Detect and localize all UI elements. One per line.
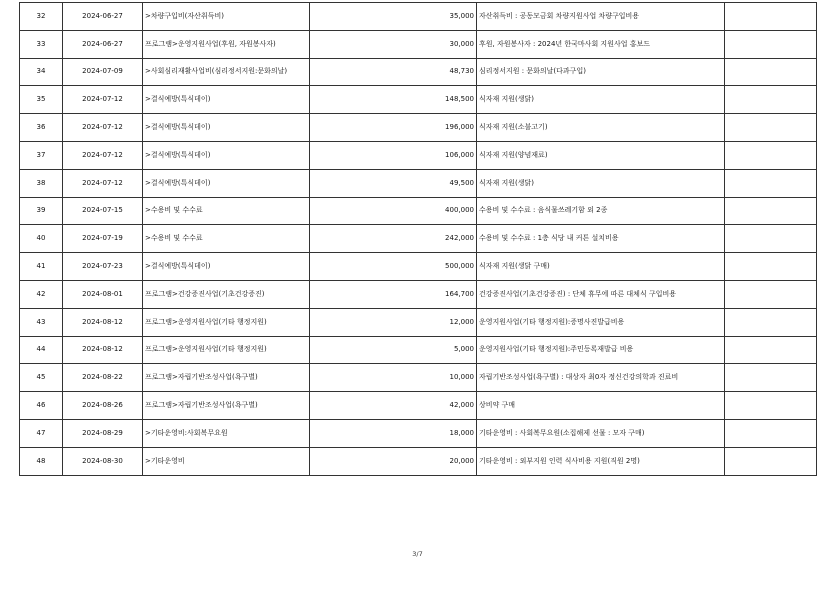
note-cell [725,30,817,58]
amount-cell: 164,700 [310,280,477,308]
row-number-cell: 43 [20,308,63,336]
row-number-cell: 35 [20,86,63,114]
expense-table-body [20,3,817,476]
amount-cell: 500,000 [310,253,477,281]
note-cell [725,3,817,31]
note-cell [725,86,817,114]
note-cell [725,419,817,447]
description-cell: 식자재 지원(생닭) [477,86,725,114]
amount-cell: 42,000 [310,392,477,420]
account-item-cell: >결식예방(특식데이) [143,169,310,197]
note-cell [725,336,817,364]
note-cell [725,141,817,169]
table-row [20,308,817,336]
row-number-cell: 32 [20,3,63,31]
amount-cell: 242,000 [310,225,477,253]
account-item-cell: 프로그램>건강증진사업(기초건강증진) [143,280,310,308]
description-cell: 운영지원사업(기타 행정지원):주민등록재발급 비용 [477,336,725,364]
account-item-cell: >수용비 및 수수료 [143,225,310,253]
description-cell: 식자재 지원(생닭 구매) [477,253,725,281]
amount-cell: 20,000 [310,447,477,475]
date-cell: 2024-07-19 [63,225,143,253]
description-cell: 식자재 지원(생닭) [477,169,725,197]
date-cell: 2024-07-12 [63,141,143,169]
row-number-cell: 42 [20,280,63,308]
date-cell: 2024-07-12 [63,169,143,197]
amount-cell: 48,730 [310,58,477,86]
date-cell: 2024-08-01 [63,280,143,308]
date-cell: 2024-06-27 [63,3,143,31]
account-item-cell: >결식예방(특식데이) [143,253,310,281]
account-item-cell: >기타운영비:사회복무요원 [143,419,310,447]
description-cell: 후원, 자원봉사자 : 2024년 한국마사회 지원사업 홍보드 [477,30,725,58]
description-cell: 자산취득비 : 공동모금회 차량지원사업 차량구입비용 [477,3,725,31]
date-cell: 2024-07-12 [63,86,143,114]
description-cell: 수용비 및 수수료 : 음식물쓰레기함 외 2종 [477,197,725,225]
date-cell: 2024-07-09 [63,58,143,86]
row-number-cell: 39 [20,197,63,225]
row-number-cell: 36 [20,114,63,142]
description-cell: 심리정서지원 : 문화의날(다과구입) [477,58,725,86]
date-cell: 2024-08-29 [63,419,143,447]
account-item-cell: >수용비 및 수수료 [143,197,310,225]
table-row [20,392,817,420]
date-cell: 2024-08-22 [63,364,143,392]
date-cell: 2024-07-23 [63,253,143,281]
date-cell: 2024-08-30 [63,447,143,475]
note-cell [725,447,817,475]
note-cell [725,58,817,86]
amount-cell: 18,000 [310,419,477,447]
note-cell [725,225,817,253]
row-number-cell: 40 [20,225,63,253]
row-number-cell: 41 [20,253,63,281]
amount-cell: 5,000 [310,336,477,364]
account-item-cell: 프로그램>운영지원사업(후원, 자원봉사자) [143,30,310,58]
table-row [20,253,817,281]
amount-cell: 49,500 [310,169,477,197]
description-cell: 운영지원사업(기타 행정지원):증명사진발급비용 [477,308,725,336]
row-number-cell: 47 [20,419,63,447]
row-number-cell: 45 [20,364,63,392]
amount-cell: 148,500 [310,86,477,114]
amount-cell: 12,000 [310,308,477,336]
description-cell: 식자재 지원(소불고기) [477,114,725,142]
table-row [20,197,817,225]
table-row [20,58,817,86]
amount-cell: 10,000 [310,364,477,392]
amount-cell: 400,000 [310,197,477,225]
table-row [20,447,817,475]
note-cell [725,114,817,142]
expense-table [19,2,817,476]
description-cell: 기타운영비 : 사회복무요원(소집해제 선물 : 모자 구매) [477,419,725,447]
note-cell [725,280,817,308]
note-cell [725,308,817,336]
row-number-cell: 46 [20,392,63,420]
table-row [20,114,817,142]
row-number-cell: 48 [20,447,63,475]
description-cell: 건강증진사업(기초건강증진) : 단체 휴무에 따른 대체식 구입비용 [477,280,725,308]
table-row [20,169,817,197]
description-cell: 수용비 및 수수료 : 1층 식당 내 커튼 설치비용 [477,225,725,253]
account-item-cell: >사회심리재활사업비(심리정서지원:문화의날) [143,58,310,86]
table-row [20,280,817,308]
description-cell: 자립기반조성사업(욕구별) : 대상자 최0자 정신건강의학과 진료비 [477,364,725,392]
account-item-cell: 프로그램>자립기반조성사업(욕구별) [143,392,310,420]
account-item-cell: >차량구입비(자산취득비) [143,3,310,31]
account-item-cell: >결식예방(특식데이) [143,114,310,142]
table-row [20,419,817,447]
note-cell [725,392,817,420]
row-number-cell: 38 [20,169,63,197]
table-row [20,30,817,58]
account-item-cell: 프로그램>운영지원사업(기타 행정지원) [143,336,310,364]
row-number-cell: 37 [20,141,63,169]
account-item-cell: 프로그램>자립기반조성사업(욕구별) [143,364,310,392]
note-cell [725,253,817,281]
table-row [20,336,817,364]
table-row [20,225,817,253]
table-row [20,86,817,114]
table-row [20,364,817,392]
table-row [20,3,817,31]
page-number: 3/7 [412,550,423,558]
date-cell: 2024-08-12 [63,308,143,336]
date-cell: 2024-06-27 [63,30,143,58]
row-number-cell: 44 [20,336,63,364]
account-item-cell: >결식예방(특식데이) [143,141,310,169]
row-number-cell: 33 [20,30,63,58]
ledger-sheet [19,2,817,476]
date-cell: 2024-07-15 [63,197,143,225]
description-cell: 상비약 구매 [477,392,725,420]
amount-cell: 196,000 [310,114,477,142]
account-item-cell: 프로그램>운영지원사업(기타 행정지원) [143,308,310,336]
account-item-cell: >결식예방(특식데이) [143,86,310,114]
date-cell: 2024-08-12 [63,336,143,364]
description-cell: 식자재 지원(양념재료) [477,141,725,169]
amount-cell: 106,000 [310,141,477,169]
note-cell [725,197,817,225]
row-number-cell: 34 [20,58,63,86]
amount-cell: 30,000 [310,30,477,58]
date-cell: 2024-08-26 [63,392,143,420]
note-cell [725,169,817,197]
description-cell: 기타운영비 : 외부지원 인력 식사비용 지원(직원 2명) [477,447,725,475]
table-row [20,141,817,169]
date-cell: 2024-07-12 [63,114,143,142]
note-cell [725,364,817,392]
amount-cell: 35,000 [310,3,477,31]
account-item-cell: >기타운영비 [143,447,310,475]
